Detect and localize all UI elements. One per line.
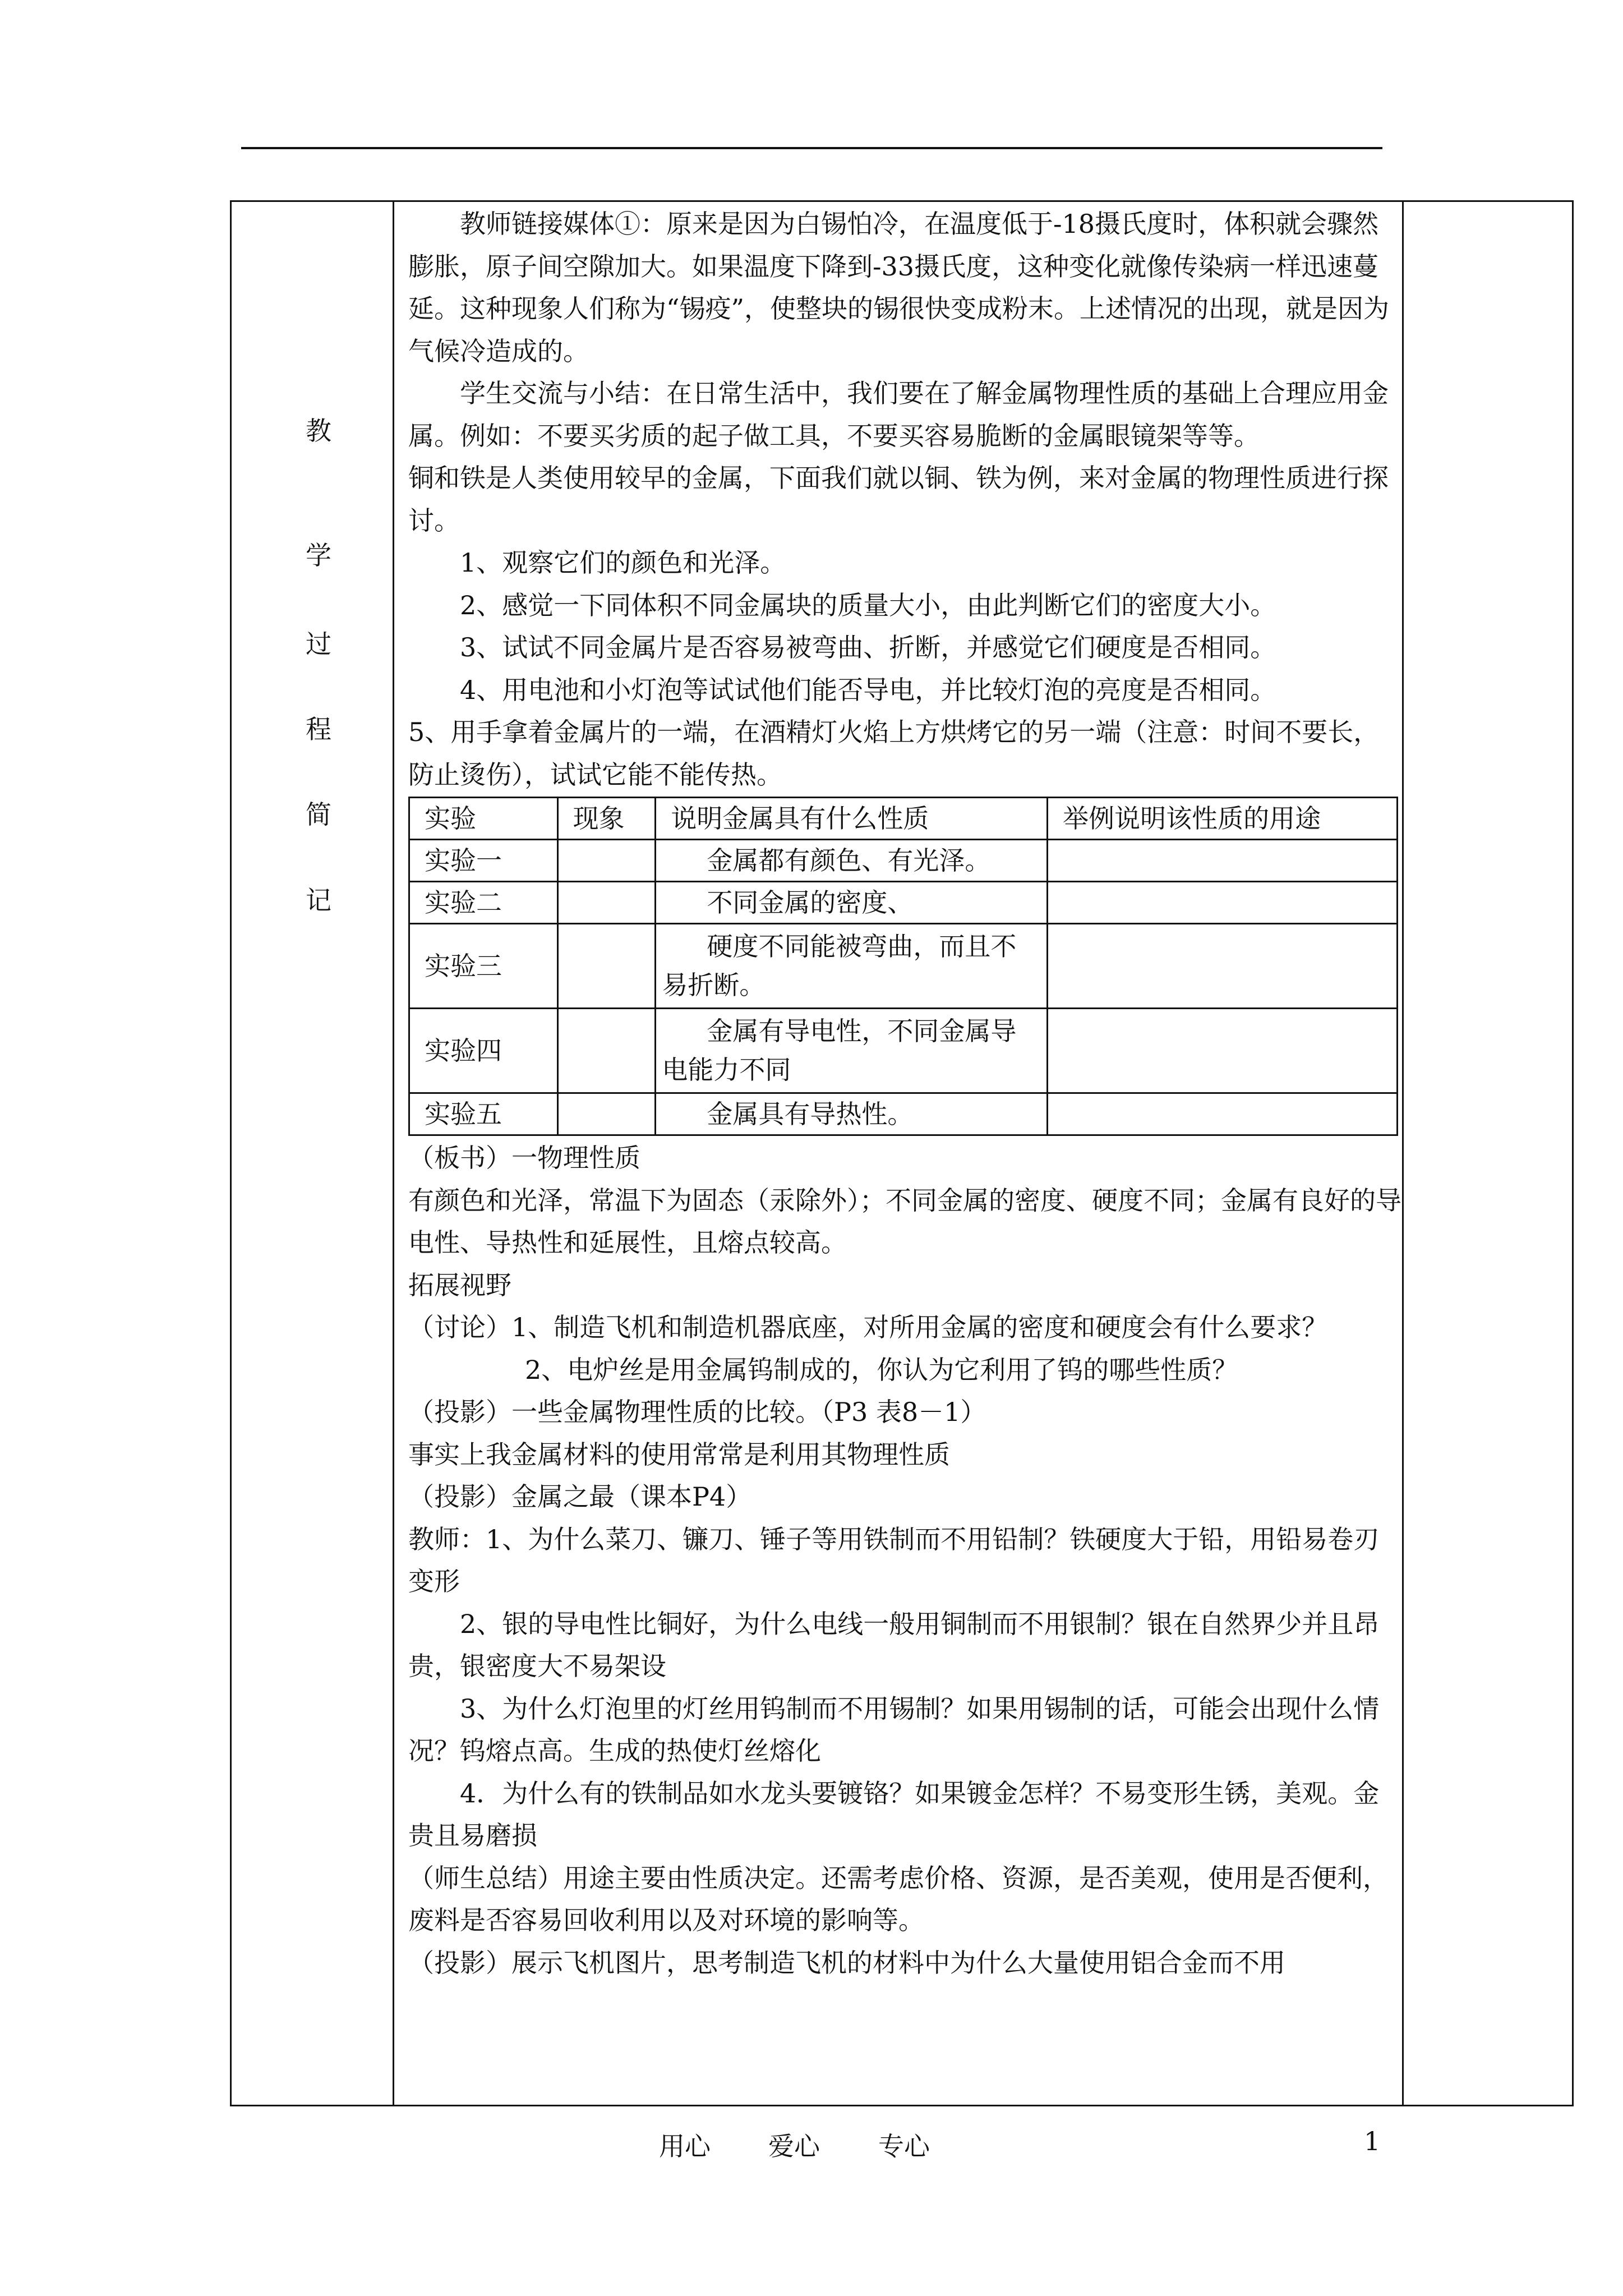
blackboard-note: （板书）一物理性质: [408, 1143, 640, 1173]
table-row: [409, 882, 1398, 924]
experiment-property: 金属具有导热性。: [656, 1093, 1048, 1135]
step-2: 2、感觉一下同体积不同金属块的质量大小，由此判断它们的密度大小。: [460, 590, 1276, 620]
table-header-row: [409, 798, 1398, 840]
lesson-content: [408, 203, 1404, 1984]
teacher-question-1: 教师：1、为什么菜刀、镰刀、锤子等用铁制而不用铅制？铁硬度大于铅，用铅易卷刃变形: [408, 1524, 1380, 1596]
footer-word-2: 爱心: [768, 2131, 820, 2161]
physical-properties-summary: 有颜色和光泽，常温下为固态（汞除外）；不同金属的密度、硬度不同；金属有良好的导电性、导热性和延展性，且熔点较高。: [408, 1185, 1401, 1258]
experiment-property: 金属都有颜色、有光泽。: [656, 840, 1048, 882]
table-row: [409, 1009, 1398, 1093]
experiment-property: 不同金属的密度、: [656, 882, 1048, 924]
page-number: 1: [1364, 2126, 1381, 2156]
usage-statement: 事实上我金属材料的使用常常是利用其物理性质: [408, 1439, 950, 1470]
experiment-usage: [1048, 882, 1398, 924]
paragraph-teacher-media: 教师链接媒体①：原来是因为白锡怕冷，在温度低于-18摄氏度时，体积就会骤然膨胀，原子间空隙加大。如果温度下降到-33摄氏度，这种变化就像传染病一样迅速蔓延。这种现象人们称为“锡疫”，使整块的锡很快变成粉末。上述情况的出现，就是因为气候冷造成的。: [408, 209, 1390, 366]
header-rule: [241, 147, 1382, 149]
teacher-question-3: 3、为什么灯泡里的灯丝用钨制而不用锡制？如果用锡制的话，可能会出现什么情况？钨熔点高。生成的热使灯丝熔化: [408, 1693, 1380, 1766]
experiment-property: 金属有导电性，不同金属导电能力不同: [656, 1009, 1048, 1093]
paragraph-copper-iron: 铜和铁是人类使用较早的金属，下面我们就以铜、铁为例，来对金属的物理性质进行探讨。: [408, 463, 1389, 536]
experiment-usage: [1048, 1093, 1398, 1135]
column-divider-left: [393, 200, 394, 2106]
experiment-property: 硬度不同能被弯曲，而且不易折断。: [656, 924, 1048, 1009]
discussion-question-2: 2、电炉丝是用金属钨制成的，你认为它利用了钨的哪些性质？: [525, 1354, 1238, 1385]
left-label-char-5: 简: [306, 799, 331, 830]
experiment-name: 实验二: [409, 882, 558, 924]
experiment-usage: [1048, 1009, 1398, 1093]
teacher-student-summary: （师生总结）用途主要由性质决定。还需考虑价格、资源，是否美观，使用是否便利，废料是否容易回收利用以及对环境的影响等。: [408, 1862, 1389, 1935]
experiment-usage: [1048, 840, 1398, 882]
header-phenomenon: 现象: [557, 798, 656, 840]
header-experiment: 实验: [409, 798, 558, 840]
left-label-char-2: 学: [306, 540, 331, 570]
teacher-question-4: 4．为什么有的铁制品如水龙头要镀铬？如果镀金怎样？不易变形生锈，美观。金贵且易磨损: [408, 1778, 1380, 1851]
step-4: 4、用电池和小灯泡等试试他们能否导电，并比较灯泡的亮度是否相同。: [460, 674, 1276, 705]
experiment-phenomenon: [557, 1093, 656, 1135]
projection-metal-records: （投影）金属之最（课本P4）: [408, 1481, 752, 1512]
experiment-name: 实验四: [409, 1009, 558, 1093]
header-property: 说明金属具有什么性质: [656, 798, 1048, 840]
table-row: [409, 924, 1398, 1009]
experiment-table: [408, 797, 1398, 1136]
table-row: [409, 1093, 1398, 1135]
experiment-phenomenon: [557, 840, 656, 882]
experiment-name: 实验三: [409, 924, 558, 1009]
projection-comparison: （投影）一些金属物理性质的比较。（P3 表8－1）: [408, 1397, 986, 1427]
experiment-name: 实验五: [409, 1093, 558, 1135]
header-usage: 举例说明该性质的用途: [1048, 798, 1398, 840]
experiment-phenomenon: [557, 882, 656, 924]
experiment-phenomenon: [557, 1009, 656, 1093]
projection-aircraft: （投影）展示飞机图片，思考制造飞机的材料中为什么大量使用铝合金而不用: [408, 1947, 1285, 1978]
table-row: [409, 840, 1398, 882]
paragraph-student-summary: 学生交流与小结：在日常生活中，我们要在了解金属物理性质的基础上合理应用金属。例如：不要买劣质的起子做工具，不要买容易脆断的金属眼镜架等等。: [408, 378, 1389, 451]
step-1: 1、观察它们的颜色和光泽。: [460, 547, 786, 578]
experiment-usage: [1048, 924, 1398, 1009]
experiment-phenomenon: [557, 924, 656, 1009]
discussion-question-1: （讨论）1、制造飞机和制造机器底座，对所用金属的密度和硬度会有什么要求？: [408, 1312, 1328, 1342]
left-label-char-4: 程: [306, 714, 331, 744]
experiment-name: 实验一: [409, 840, 558, 882]
teacher-question-2: 2、银的导电性比铜好，为什么电线一般用铜制而不用银制？银在自然界少并且昂贵，银密度大不易架设: [408, 1608, 1380, 1681]
left-label-char-1: 教: [306, 416, 331, 446]
extended-view-heading: 拓展视野: [408, 1269, 511, 1300]
left-label-char-3: 过: [306, 629, 331, 659]
footer-word-1: 用心: [659, 2131, 711, 2161]
left-label-char-6: 记: [306, 885, 331, 915]
step-3: 3、试试不同金属片是否容易被弯曲、折断，并感觉它们硬度是否相同。: [460, 632, 1276, 662]
step-5: 5、用手拿着金属片的一端，在酒精灯火焰上方烘烤它的另一端（注意：时间不要长，防止烫伤），试试它能不能传热。: [408, 717, 1380, 790]
footer-word-3: 专心: [878, 2131, 930, 2161]
